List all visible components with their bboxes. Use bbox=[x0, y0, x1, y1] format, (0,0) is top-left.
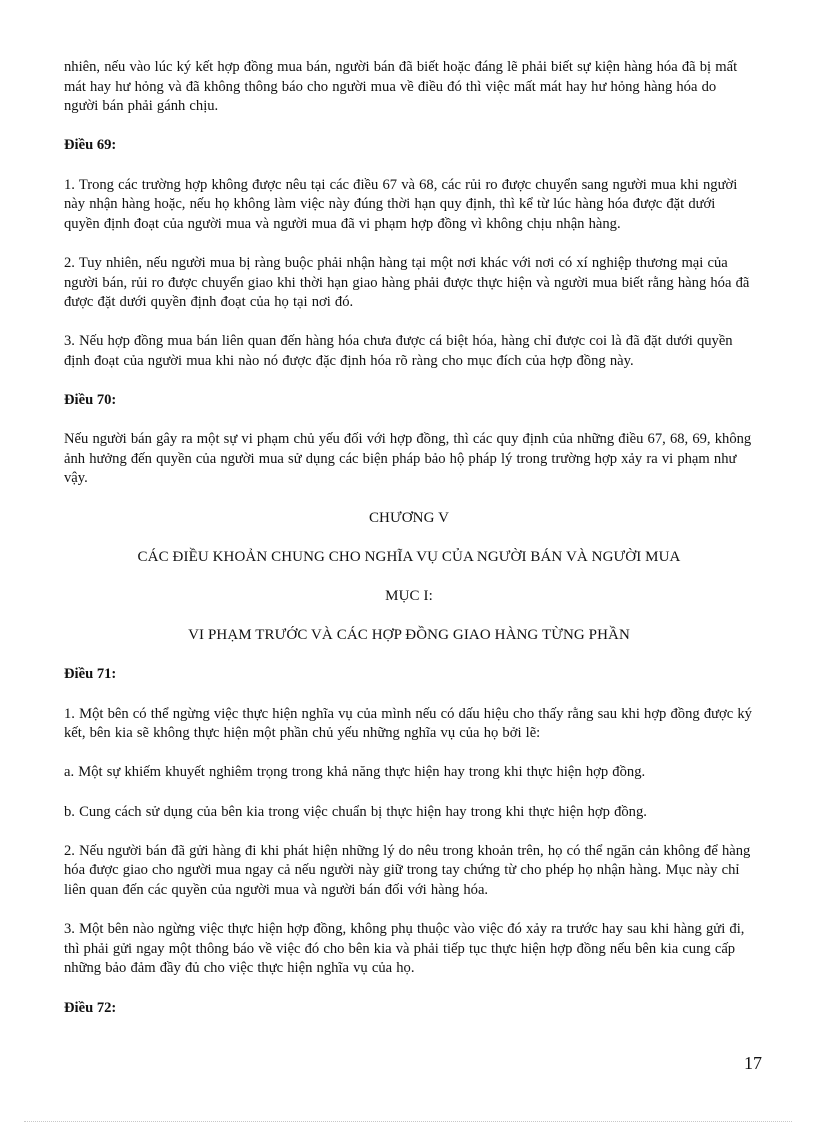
article-69-clause-1: 1. Trong các trường hợp không được nêu tại các điều 67 và 68, các rủi ro được chuyển sang người mua khi người này nhận hàng hoặc, nếu họ không làm việc này đúng thời hạn quy định, thì kể từ lúc hàng hóa được đặt dưới quyền định đoạt của người mua và người mua đã vi phạm hợp đồng vì không chịu nhận hàng. bbox=[64, 176, 738, 232]
article-heading-72: Điều 72: bbox=[64, 999, 117, 1016]
section-title: MỤC I: bbox=[385, 588, 433, 605]
article-71-clause-1a: a. Một sự khiếm khuyết nghiêm trọng trong khả năng thực hiện hay trong khi thực hiện hợp đồng. bbox=[64, 764, 646, 781]
article-70-text: Nếu người bán gây ra một sự vi phạm chủ yếu đối với hợp đồng, thì các quy định của những điều 67, 68, 69, không ảnh hưởng đến quyền của người mua sử dụng các biện pháp bảo hộ pháp lý trong trường hợp xảy ra vi phạm như vậy. bbox=[64, 431, 752, 487]
page-number: 17 bbox=[744, 1053, 762, 1073]
article-71-clause-1b: b. Cung cách sử dụng của bên kia trong việc chuẩn bị thực hiện hay trong khi thực hiện hợp đồng. bbox=[64, 803, 647, 820]
article-71-clause-3: 3. Một bên nào ngừng việc thực hiện hợp đồng, không phụ thuộc vào việc đó xảy ra trước hay sau khi hàng gửi đi, thì phải gửi ngay một thông báo về việc đó cho bên kia và phải tiếp tục thực hiện hợp đồng nếu bên kia cung cấp những bảo đảm đầy đủ cho việc thực hiện nghĩa vụ của họ. bbox=[64, 921, 745, 977]
document-page bbox=[64, 58, 754, 1038]
article-heading-70: Điều 70: bbox=[64, 392, 117, 409]
chapter-subtitle: CÁC ĐIỀU KHOẢN CHUNG CHO NGHĨA VỤ CỦA NGƯỜI BÁN VÀ NGƯỜI MUA bbox=[137, 548, 681, 565]
page-break-divider bbox=[24, 1121, 792, 1122]
article-heading-71: Điều 71: bbox=[64, 666, 117, 683]
article-heading-69: Điều 69: bbox=[64, 137, 117, 154]
article-69-clause-2: 2. Tuy nhiên, nếu người mua bị ràng buộc phải nhận hàng tại một nơi khác với nơi có xí nghiệp thương mại của người bán, rủi ro được chuyển giao khi thời hạn giao hàng phải được thực hiện và người mua biết rằng hàng hóa đã được đặt dưới quyền định đoạt của họ tại nơi đó. bbox=[64, 254, 750, 311]
article-71-clause-2: 2. Nếu người bán đã gửi hàng đi khi phát hiện những lý do nêu trong khoản trên, họ có thể ngăn cản không để hàng hóa được giao cho người mua ngay cả nếu người này giữ trong tay chứng từ cho phép họ nhận hàng. Mục này chỉ liên quan đến các quyền của người mua và người bán đối với hàng hóa. bbox=[64, 842, 751, 898]
paragraph-continuation: nhiên, nếu vào lúc ký kết hợp đồng mua bán, người bán đã biết hoặc đáng lẽ phải biết sự kiện hàng hóa đã bị mất mát hay hư hỏng và đã không thông báo cho người mua về điều đó thì việc mất mát hay hư hỏng hàng hóa do người bán phải gánh chịu. bbox=[64, 59, 738, 115]
chapter-title: CHƯƠNG V bbox=[368, 509, 450, 526]
article-69-clause-3: 3. Nếu hợp đồng mua bán liên quan đến hàng hóa chưa được cá biệt hóa, hàng chỉ được coi là đã đặt dưới quyền định đoạt của người mua khi nào nó được đặc định hóa rõ ràng cho mục đích của hợp đồng này. bbox=[64, 333, 733, 369]
article-71-clause-1: 1. Một bên có thể ngừng việc thực hiện nghĩa vụ của mình nếu có dấu hiệu cho thấy rằng sau khi hợp đồng được ký kết, bên kia sẽ không thực hiện một phần chủ yếu những nghĩa vụ của họ bởi lẽ: bbox=[64, 705, 752, 742]
section-subtitle: VI PHẠM TRƯỚC VÀ CÁC HỢP ĐỒNG GIAO HÀNG TỪNG PHẦN bbox=[188, 627, 630, 644]
